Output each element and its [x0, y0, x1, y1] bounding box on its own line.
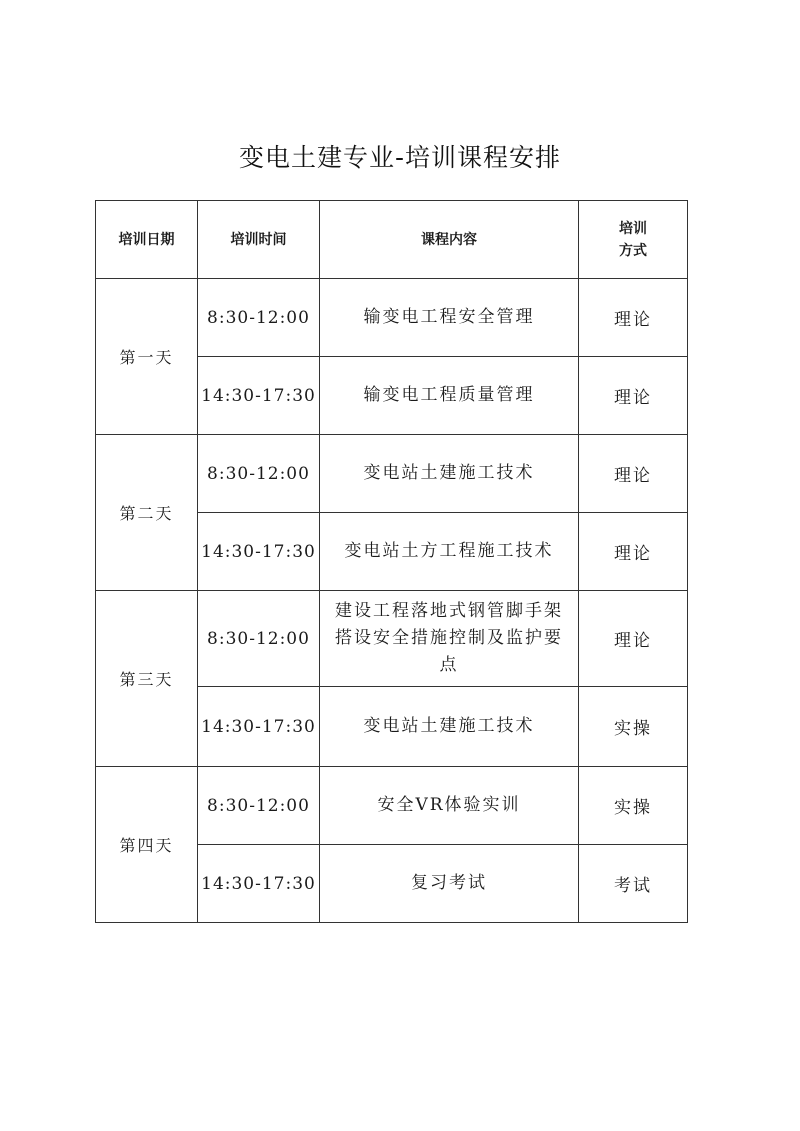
session-method: 理论 — [579, 279, 688, 357]
header-time: 培训时间 — [198, 201, 320, 279]
header-method-line1: 培训 — [619, 220, 647, 237]
table-header-row — [96, 201, 688, 279]
session-method: 理论 — [579, 357, 688, 435]
session-time: 8:30-12:00 — [198, 435, 320, 513]
session-time: 14:30-17:30 — [198, 687, 320, 767]
table-row — [96, 435, 688, 513]
session-time: 8:30-12:00 — [198, 767, 320, 845]
table-row — [96, 591, 688, 687]
session-method: 理论 — [579, 435, 688, 513]
session-course: 输变电工程质量管理 — [320, 357, 579, 435]
session-time: 8:30-12:00 — [198, 591, 320, 687]
session-course: 变电站土建施工技术 — [320, 687, 579, 767]
session-method: 实操 — [579, 767, 688, 845]
session-method: 考试 — [579, 845, 688, 923]
header-method — [579, 201, 688, 279]
header-date: 培训日期 — [96, 201, 198, 279]
session-time: 14:30-17:30 — [198, 513, 320, 591]
header-method-line2: 方式 — [619, 242, 647, 259]
table-row — [96, 279, 688, 357]
day-label: 第四天 — [96, 767, 198, 923]
day-label: 第三天 — [96, 591, 198, 767]
session-course — [320, 591, 579, 687]
session-course: 复习考试 — [320, 845, 579, 923]
session-method: 理论 — [579, 591, 688, 687]
session-course: 变电站土方工程施工技术 — [320, 513, 579, 591]
session-time: 8:30-12:00 — [198, 279, 320, 357]
session-method: 理论 — [579, 513, 688, 591]
session-time: 14:30-17:30 — [198, 845, 320, 923]
page-title: 变电土建专业-培训课程安排 — [238, 143, 562, 172]
session-time: 14:30-17:30 — [198, 357, 320, 435]
session-course: 安全VR体验实训 — [320, 767, 579, 845]
session-course: 变电站土建施工技术 — [320, 435, 579, 513]
header-content: 课程内容 — [320, 201, 579, 279]
session-method: 实操 — [579, 687, 688, 767]
session-course: 输变电工程安全管理 — [320, 279, 579, 357]
table-row — [96, 767, 688, 845]
day-label: 第二天 — [96, 435, 198, 591]
day-label: 第一天 — [96, 279, 198, 435]
training-schedule-table — [95, 200, 688, 923]
session-course-text: 建设工程落地式钢管脚手架搭设安全措施控制及监护要点 — [335, 601, 563, 675]
